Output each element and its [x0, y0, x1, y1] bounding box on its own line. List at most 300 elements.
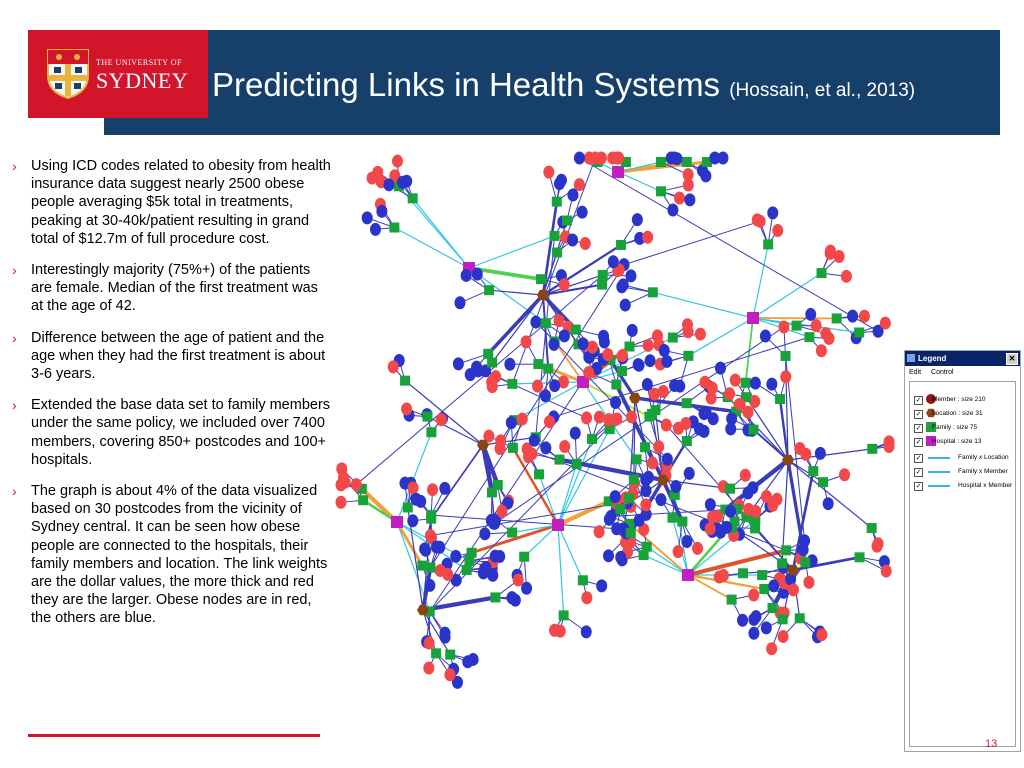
- member-node: [506, 416, 517, 429]
- member-node: [747, 481, 758, 494]
- member-node: [643, 471, 654, 484]
- checkbox[interactable]: ✓: [915, 397, 922, 404]
- member-node: [424, 579, 435, 592]
- member-node: [397, 176, 408, 189]
- family-node: [656, 186, 666, 196]
- member-node: [670, 480, 681, 493]
- obese-member-node: [424, 637, 435, 650]
- family-node: [616, 240, 626, 250]
- family-node: [484, 285, 494, 295]
- family-node: [552, 197, 562, 207]
- obese-member-node: [712, 510, 723, 523]
- member-node: [567, 234, 578, 247]
- member-node: [472, 268, 483, 281]
- obese-member-node: [594, 525, 605, 538]
- family-node: [668, 333, 678, 343]
- obese-member-node: [673, 545, 684, 558]
- obese-member-node: [392, 155, 403, 168]
- obese-member-node: [653, 440, 664, 453]
- obese-member-node: [778, 320, 789, 333]
- bullet-text: Interestingly majority (75%+) of the patients are female. Median of the first treatment was at the age of 42.: [31, 262, 318, 315]
- family-node: [543, 364, 553, 374]
- edge-line-icon: [928, 471, 950, 473]
- obese-member-node: [543, 166, 554, 179]
- member-node: [708, 412, 719, 425]
- member-node: [620, 299, 631, 312]
- member-node: [472, 364, 483, 377]
- member-node: [717, 152, 728, 165]
- member-node: [669, 379, 680, 392]
- family-node: [490, 592, 500, 602]
- family-node: [426, 510, 436, 520]
- member-node: [376, 205, 387, 218]
- obese-member-node: [705, 522, 716, 535]
- obese-member-node: [486, 375, 497, 388]
- hospital-node: [682, 569, 694, 581]
- family-node: [800, 557, 810, 567]
- member-node: [642, 378, 653, 391]
- family-node: [750, 523, 760, 533]
- family-node: [854, 327, 864, 337]
- member-node: [479, 562, 490, 575]
- family-node: [832, 313, 842, 323]
- obese-member-node: [740, 469, 751, 482]
- obese-member-node: [674, 192, 685, 205]
- family-node: [647, 409, 657, 419]
- member-node: [681, 535, 692, 548]
- legend-label: Location : size 31: [932, 410, 983, 417]
- member-node: [554, 177, 565, 190]
- obese-member-node: [884, 435, 895, 448]
- graph-edge: [753, 244, 768, 318]
- family-node: [597, 280, 607, 290]
- member-node: [823, 497, 834, 510]
- obese-member-node: [497, 505, 508, 518]
- crest-icon: [46, 48, 90, 100]
- member-node: [715, 362, 726, 375]
- edge-line-icon: [928, 485, 950, 487]
- obese-member-node: [788, 583, 799, 596]
- family-node: [483, 349, 493, 359]
- family-node: [677, 517, 687, 527]
- family-node: [536, 274, 546, 284]
- obese-member-node: [626, 410, 637, 423]
- family-node: [533, 359, 543, 369]
- bullet-text: Extended the base data set to family members under the same policy, we included over 7400 members, covering 850+ postcodes and 100+ hospitals.: [31, 397, 331, 468]
- family-node: [682, 157, 692, 167]
- member-node: [659, 344, 670, 357]
- family-node: [682, 398, 692, 408]
- member-node: [627, 324, 638, 337]
- family-node: [867, 444, 877, 454]
- family-node: [445, 650, 455, 660]
- slide-title: [212, 66, 915, 104]
- family-node: [642, 542, 652, 552]
- obese-member-node: [718, 569, 729, 582]
- family-node: [507, 528, 517, 538]
- member-node: [815, 447, 826, 460]
- member-node: [725, 505, 736, 518]
- member-node: [615, 551, 626, 564]
- family-node: [426, 427, 436, 437]
- member-node: [439, 482, 450, 495]
- member-node: [489, 517, 500, 530]
- family-node: [403, 502, 413, 512]
- graph-edge: [431, 515, 617, 529]
- obese-member-node: [755, 215, 766, 228]
- checkbox[interactable]: ✓: [915, 411, 922, 418]
- obese-member-node: [574, 178, 585, 191]
- member-node: [540, 389, 551, 402]
- close-button[interactable]: ✕: [1006, 353, 1018, 365]
- obese-member-node: [730, 374, 741, 387]
- member-node: [596, 579, 607, 592]
- member-node: [362, 211, 373, 224]
- family-node: [541, 318, 551, 328]
- family-node: [425, 563, 435, 573]
- graph-edge: [413, 198, 469, 268]
- family-node: [534, 469, 544, 479]
- member-node: [567, 189, 578, 202]
- member-node: [431, 540, 442, 553]
- member-node: [611, 522, 622, 535]
- family-node: [464, 556, 474, 566]
- obese-member-node: [692, 542, 703, 555]
- obese-member-node: [839, 468, 850, 481]
- member-node: [461, 269, 472, 282]
- obese-member-node: [388, 360, 399, 373]
- window-icon: [907, 354, 915, 362]
- member-node: [603, 549, 614, 562]
- bullet-marker: ›: [12, 397, 17, 414]
- family-node: [757, 570, 767, 580]
- family-node: [487, 358, 497, 368]
- family-node: [725, 484, 735, 494]
- family-node: [571, 325, 581, 335]
- obese-member-node: [532, 380, 543, 393]
- legend-pane: [909, 381, 1016, 747]
- member-node: [725, 422, 736, 435]
- graph-edge: [492, 295, 543, 363]
- family-node: [777, 558, 787, 568]
- bullet-item: [12, 329, 332, 384]
- obese-member-node: [695, 328, 706, 341]
- member-node: [669, 152, 680, 165]
- obese-member-node: [559, 278, 570, 291]
- member-node: [577, 206, 588, 219]
- member-node: [766, 378, 777, 391]
- obese-member-node: [526, 447, 537, 460]
- obese-member-node: [517, 413, 528, 426]
- family-node: [624, 493, 634, 503]
- family-node: [598, 270, 608, 280]
- family-node: [778, 614, 788, 624]
- legend-label: Member : size 210: [932, 396, 986, 403]
- bullet-marker: ›: [12, 483, 17, 500]
- obese-member-node: [495, 434, 506, 447]
- obese-member-node: [351, 478, 362, 491]
- bullet-marker: ›: [12, 329, 17, 346]
- graph-edge: [394, 227, 469, 268]
- family-node: [572, 459, 582, 469]
- obese-member-node: [554, 314, 565, 327]
- member-node: [656, 493, 667, 506]
- logo-subtitle: THE UNIVERSITY OF: [96, 58, 182, 67]
- family-node: [855, 552, 865, 562]
- obese-member-node: [607, 152, 618, 165]
- hospital-node: [391, 516, 403, 528]
- obese-member-node: [766, 642, 777, 655]
- hospital-node: [747, 312, 759, 324]
- family-node: [727, 595, 737, 605]
- graph-edge: [469, 236, 555, 268]
- obese-member-node: [581, 591, 592, 604]
- legend-label: Family : size 75: [932, 424, 978, 431]
- obese-member-node: [580, 237, 591, 250]
- member-node: [407, 514, 418, 527]
- obese-member-node: [436, 413, 447, 426]
- family-node: [389, 222, 399, 232]
- obese-member-node: [584, 152, 595, 165]
- obese-member-node: [587, 341, 598, 354]
- member-node: [453, 357, 464, 370]
- member-node: [420, 544, 431, 557]
- legend-title: Legend: [918, 354, 947, 363]
- obese-member-node: [555, 625, 566, 638]
- title-text: Predicting Links in Health Systems: [212, 66, 721, 103]
- family-node: [867, 523, 877, 533]
- graph-edge: [644, 555, 688, 575]
- family-node: [640, 442, 650, 452]
- member-node: [610, 490, 621, 503]
- logo-title: SYDNEY: [96, 68, 189, 93]
- member-node: [490, 550, 501, 563]
- member-node: [548, 338, 559, 351]
- member-node: [684, 467, 695, 480]
- member-node: [761, 621, 772, 634]
- obese-member-node: [748, 589, 759, 602]
- obese-member-node: [427, 483, 438, 496]
- graph-edge: [788, 460, 872, 528]
- member-node: [640, 484, 651, 497]
- member-node: [383, 178, 394, 191]
- member-node: [610, 396, 621, 409]
- member-node: [540, 441, 551, 454]
- menu-edit[interactable]: Edit: [909, 369, 922, 376]
- family-node: [626, 528, 636, 538]
- obese-member-node: [873, 537, 884, 550]
- obese-member-node: [647, 456, 658, 469]
- family-node: [507, 379, 517, 389]
- family-node: [817, 268, 827, 278]
- obese-member-node: [743, 503, 754, 516]
- family-node: [738, 568, 748, 578]
- hospital-node: [612, 166, 624, 178]
- member-node: [479, 527, 490, 540]
- obese-member-node: [859, 310, 870, 323]
- family-node: [763, 239, 773, 249]
- legend-label: Hospital : size 13: [932, 438, 982, 445]
- family-node: [358, 495, 368, 505]
- member-node: [529, 434, 540, 447]
- footer-rule: [28, 734, 320, 737]
- family-node: [408, 193, 418, 203]
- family-node: [508, 443, 518, 453]
- obese-member-node: [444, 668, 455, 681]
- graph-edge: [753, 318, 797, 326]
- checkbox[interactable]: ✓: [915, 455, 922, 462]
- member-node: [598, 330, 609, 343]
- member-node: [799, 534, 810, 547]
- obese-member-node: [583, 366, 594, 379]
- family-node: [759, 584, 769, 594]
- obese-member-node: [820, 327, 831, 340]
- bullet-marker: ›: [12, 262, 17, 279]
- graph-edge: [618, 172, 661, 191]
- family-node: [781, 351, 791, 361]
- obese-member-node: [408, 481, 419, 494]
- family-node: [493, 480, 503, 490]
- family-node: [555, 455, 565, 465]
- member-node: [684, 193, 695, 206]
- obese-member-node: [596, 152, 607, 165]
- family-node: [431, 648, 441, 658]
- member-node: [737, 614, 748, 627]
- family-node: [683, 351, 693, 361]
- obese-member-node: [706, 392, 717, 405]
- bullet-marker: ›: [12, 158, 17, 174]
- family-node: [682, 436, 692, 446]
- checkbox[interactable]: ✓: [915, 469, 922, 476]
- member-node: [661, 355, 672, 368]
- member-node: [634, 359, 645, 372]
- family-node: [818, 477, 828, 487]
- graph-edge: [558, 525, 564, 615]
- member-node: [530, 316, 541, 329]
- member-node: [760, 330, 771, 343]
- obese-member-node: [834, 250, 845, 263]
- legend-label: Family x Member: [958, 468, 1008, 475]
- obese-member-node: [780, 370, 791, 383]
- obese-member-node: [338, 471, 349, 484]
- member-node: [370, 223, 381, 236]
- bullet-text: The graph is about 4% of the data visualized based on 30 postcodes from the vicinity of Sydney central. It can be seen how obese people are connected to the hospitals, their family members and location. The link weights are the dollar values, the more thick and red they are the larger. Obese nodes are in red, the others are blue.: [31, 483, 328, 627]
- family-node: [519, 552, 529, 562]
- graph-edge: [495, 327, 784, 523]
- bullet-item: [12, 157, 332, 248]
- family-node: [808, 466, 818, 476]
- obese-member-node: [435, 564, 446, 577]
- family-node: [804, 332, 814, 342]
- member-node: [411, 493, 422, 506]
- bullet-item: [12, 261, 332, 316]
- family-node: [625, 342, 635, 352]
- obese-member-node: [643, 339, 654, 352]
- member-node: [581, 625, 592, 638]
- member-node: [510, 594, 521, 607]
- member-node: [504, 358, 515, 371]
- obese-member-node: [611, 413, 622, 426]
- obese-member-node: [767, 499, 778, 512]
- menu-control[interactable]: Control: [931, 369, 954, 376]
- family-node: [578, 575, 588, 585]
- family-node: [559, 610, 569, 620]
- graph-edge: [558, 525, 583, 580]
- checkbox[interactable]: ✓: [915, 483, 922, 490]
- legend-titlebar[interactable]: [905, 351, 1020, 366]
- family-node: [648, 287, 658, 297]
- member-node: [805, 308, 816, 321]
- member-node: [577, 337, 588, 350]
- graph-edge: [624, 221, 760, 264]
- obese-member-node: [735, 398, 746, 411]
- family-node: [792, 321, 802, 331]
- obese-member-node: [772, 224, 783, 237]
- obese-member-node: [544, 415, 555, 428]
- obese-member-node: [724, 387, 735, 400]
- obese-member-node: [803, 576, 814, 589]
- member-node: [454, 296, 465, 309]
- checkbox[interactable]: ✓: [915, 425, 922, 432]
- member-node: [450, 550, 461, 563]
- obese-member-node: [594, 411, 605, 424]
- family-node: [617, 366, 627, 376]
- member-node: [574, 152, 585, 165]
- obese-member-node: [881, 565, 892, 578]
- obese-member-node: [816, 344, 827, 357]
- family-node: [615, 504, 625, 514]
- family-node: [781, 545, 791, 555]
- obese-member-node: [816, 628, 827, 641]
- family-node: [656, 157, 666, 167]
- family-node: [422, 412, 432, 422]
- obese-member-node: [880, 317, 891, 330]
- member-node: [468, 653, 479, 666]
- family-node: [550, 231, 560, 241]
- network-graph: [333, 150, 898, 750]
- obese-member-node: [423, 662, 434, 675]
- member-node: [750, 610, 761, 623]
- member-node: [616, 280, 627, 293]
- bullet-list: [12, 157, 332, 641]
- obese-member-node: [617, 349, 628, 362]
- family-node: [775, 394, 785, 404]
- family-node: [629, 474, 639, 484]
- legend-window: [904, 350, 1021, 752]
- family-node: [400, 376, 410, 386]
- title-citation: (Hossain, et al., 2013): [729, 80, 916, 101]
- member-node: [662, 453, 673, 466]
- bullet-text: Difference between the age of patient and the age when they had the first treatment is about 3-6 years.: [31, 329, 326, 383]
- obese-member-node: [811, 319, 822, 332]
- obese-member-node: [581, 411, 592, 424]
- family-node: [741, 378, 751, 388]
- checkbox[interactable]: ✓: [915, 439, 922, 446]
- obese-member-node: [521, 335, 532, 348]
- family-node: [587, 434, 597, 444]
- member-node: [645, 354, 656, 367]
- obese-member-node: [682, 318, 693, 331]
- obese-member-node: [778, 630, 789, 643]
- obese-member-node: [841, 270, 852, 283]
- obese-member-node: [513, 574, 524, 587]
- obese-member-node: [680, 417, 691, 430]
- family-node: [795, 613, 805, 623]
- legend-label: Hospital x Member: [958, 482, 1013, 489]
- member-node: [608, 255, 619, 268]
- obese-member-node: [661, 418, 672, 431]
- obese-member-node: [683, 179, 694, 192]
